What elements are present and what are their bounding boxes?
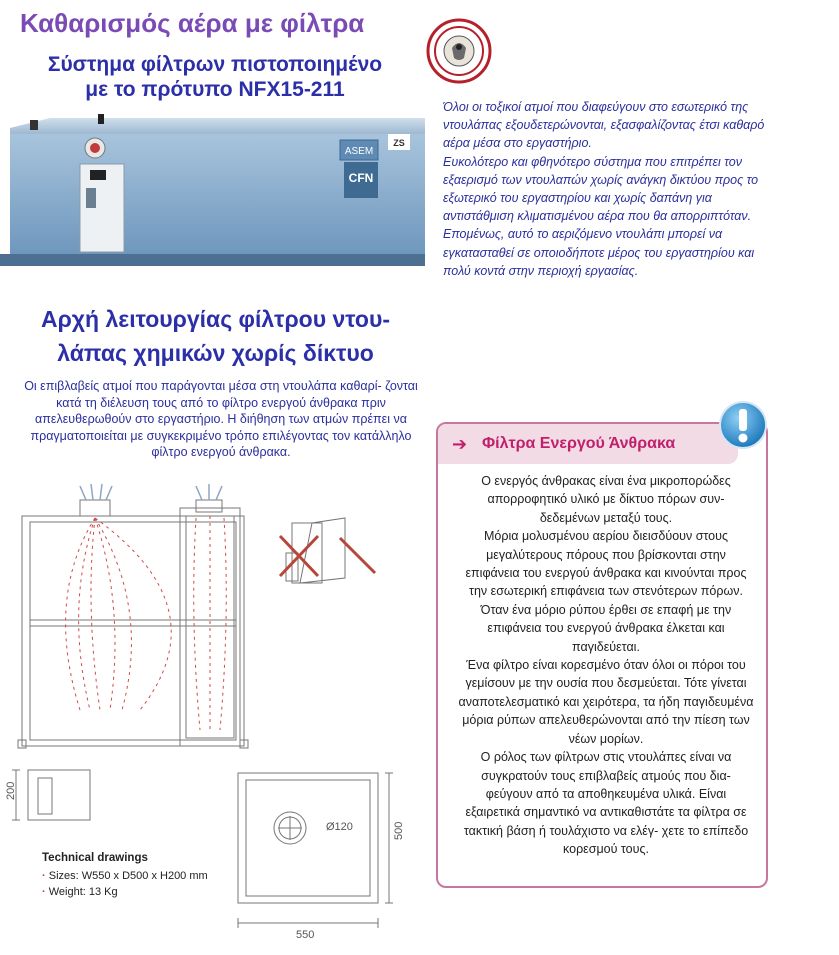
certification-seal-icon: [426, 18, 492, 84]
brand-label: ASEM: [344, 146, 374, 157]
tech-spec-item: · Weight: 13 Kg: [42, 884, 208, 900]
section-title-line-2: λάπας χημικών χωρίς δίκτυο: [57, 340, 374, 366]
infobox-header: [438, 424, 738, 464]
infobox-paragraph: Όταν ένα μόριο ρύπου έρθει σε επαφή με την επιφάνεια του ενεργού άνθρακα έλκεται και παγιδεύεται.: [480, 602, 732, 654]
exclamation-icon: [718, 400, 768, 450]
page-subtitle: [20, 52, 410, 102]
dim-depth-label: 500: [393, 821, 405, 840]
intro-paragraph: Όλοι οι τοξικοί ατμοί που διαφεύγουν στο εσωτερικό της ντουλάπας εξουδετερώνονται, εξασφαλίζοντας έτσι καθαρό αέρα μέσα στο εργαστήριο.: [443, 100, 765, 151]
infobox-paragraph: Μόρια μολυσμένου αερίου διεισδύουν στους μεγαλύτερους πόρους που βρίσκονται στην επιφάνεια του ενεργού άνθρακα και κινούνται προς την εσωτερική επιφάνεια των στενότερων πόρων.: [465, 529, 747, 599]
filter-unit-photo: [0, 106, 425, 286]
dim-height-label: 200: [5, 781, 17, 800]
intro-text: [443, 98, 773, 280]
section-title-line-1: Αρχή λειτουργίας φίλτρου ντου-: [40, 306, 391, 332]
subtitle-line-2: με το πρότυπο NFX15-211: [85, 78, 345, 101]
model-label: CFN: [348, 171, 374, 185]
intro-paragraph: Επομένως, αυτό το αεριζόμενο ντουλάπι μπορεί να εγκατασταθεί σε οποιοδήποτε μέρος του εργαστηρίου και πολύ κοντά στην περιοχή εργασίας.: [443, 227, 755, 278]
dim-fan-label: Ø120: [326, 821, 353, 833]
infobox-paragraph: Ο ενεργός άνθρακας είναι ένα μικροπορώδες απορροφητικό υλικό με δίκτυο πόρων συν- δεδεμένων μεταξύ τους.: [481, 474, 731, 525]
infobox-body: [458, 472, 754, 859]
arrow-right-icon: ➔: [452, 434, 468, 454]
section-title: [8, 302, 423, 370]
infobox-title: Φίλτρα Ενεργού Άνθρακα: [482, 435, 676, 452]
section-paragraph: Οι επιβλαβείς ατμοί που παράγονται μέσα στη ντουλάπα καθαρί- ζονται κατά τη διέλευση τους από το φίλτρο ενεργού άνθρακα πριν απελευθερωθούν στο εργαστήριο. Η διήθηση των ατμών πρέπει να πραγματοποιείται με συγκεκριμένο τρόπο επιλέγοντας τον κατάλληλο φίλτρο ενεργού άνθρακα.: [24, 379, 418, 459]
tech-specs: [42, 850, 208, 900]
dim-width-label: 550: [296, 929, 315, 941]
tech-spec-item: · Sizes: W550 x D500 x H200 mm: [42, 868, 208, 884]
infobox-paragraph: Ο ρόλος των φίλτρων στις ντουλάπες είναι να συγκρατούν τους επιβλαβείς ατμούς που δια- φεύγουν από τα αποθηκευμένα υλικά. Είναι εξαιρετικά σημαντικό να αντικαθιστάτε τα φίλτρα σε τακτική βάση ή τουλάχιστο να ελέγ- χετε το επίπεδο κορεσμού τους.: [463, 750, 749, 857]
subtitle-line-1: Σύστημα φίλτρων πιστοποιημένο: [47, 53, 383, 76]
page-title: Καθαρισμός αέρα με φίλτρα: [20, 8, 365, 38]
tech-specs-title: Technical drawings: [42, 852, 148, 864]
badge-label: ZS: [393, 138, 405, 148]
intro-paragraph: Ευκολότερο και φθηνότερο σύστημα που επιτρέπει τον εξαερισμό των ντουλαπών χωρίς ανάγκη δικτύου προς το εξωτερικό του εργαστηρίου και χωρίς δαπάνη για αντιστάθμιση κλιματισμένου αέρα που θα απορριπτόταν.: [443, 154, 759, 224]
carbon-filter-infobox: [436, 422, 768, 888]
infobox-paragraph: Ένα φίλτρο είναι κορεσμένο όταν όλοι οι πόροι του γεμίσουν με την ουσία που δεσμεύεται. Τότε γίνεται αναποτελεσματικό και χειρότερα, τα ήδη παγιδευμένα μόρια ρύπων απελευθερώνονται από την πίεση των νέων μορίων.: [458, 658, 754, 746]
